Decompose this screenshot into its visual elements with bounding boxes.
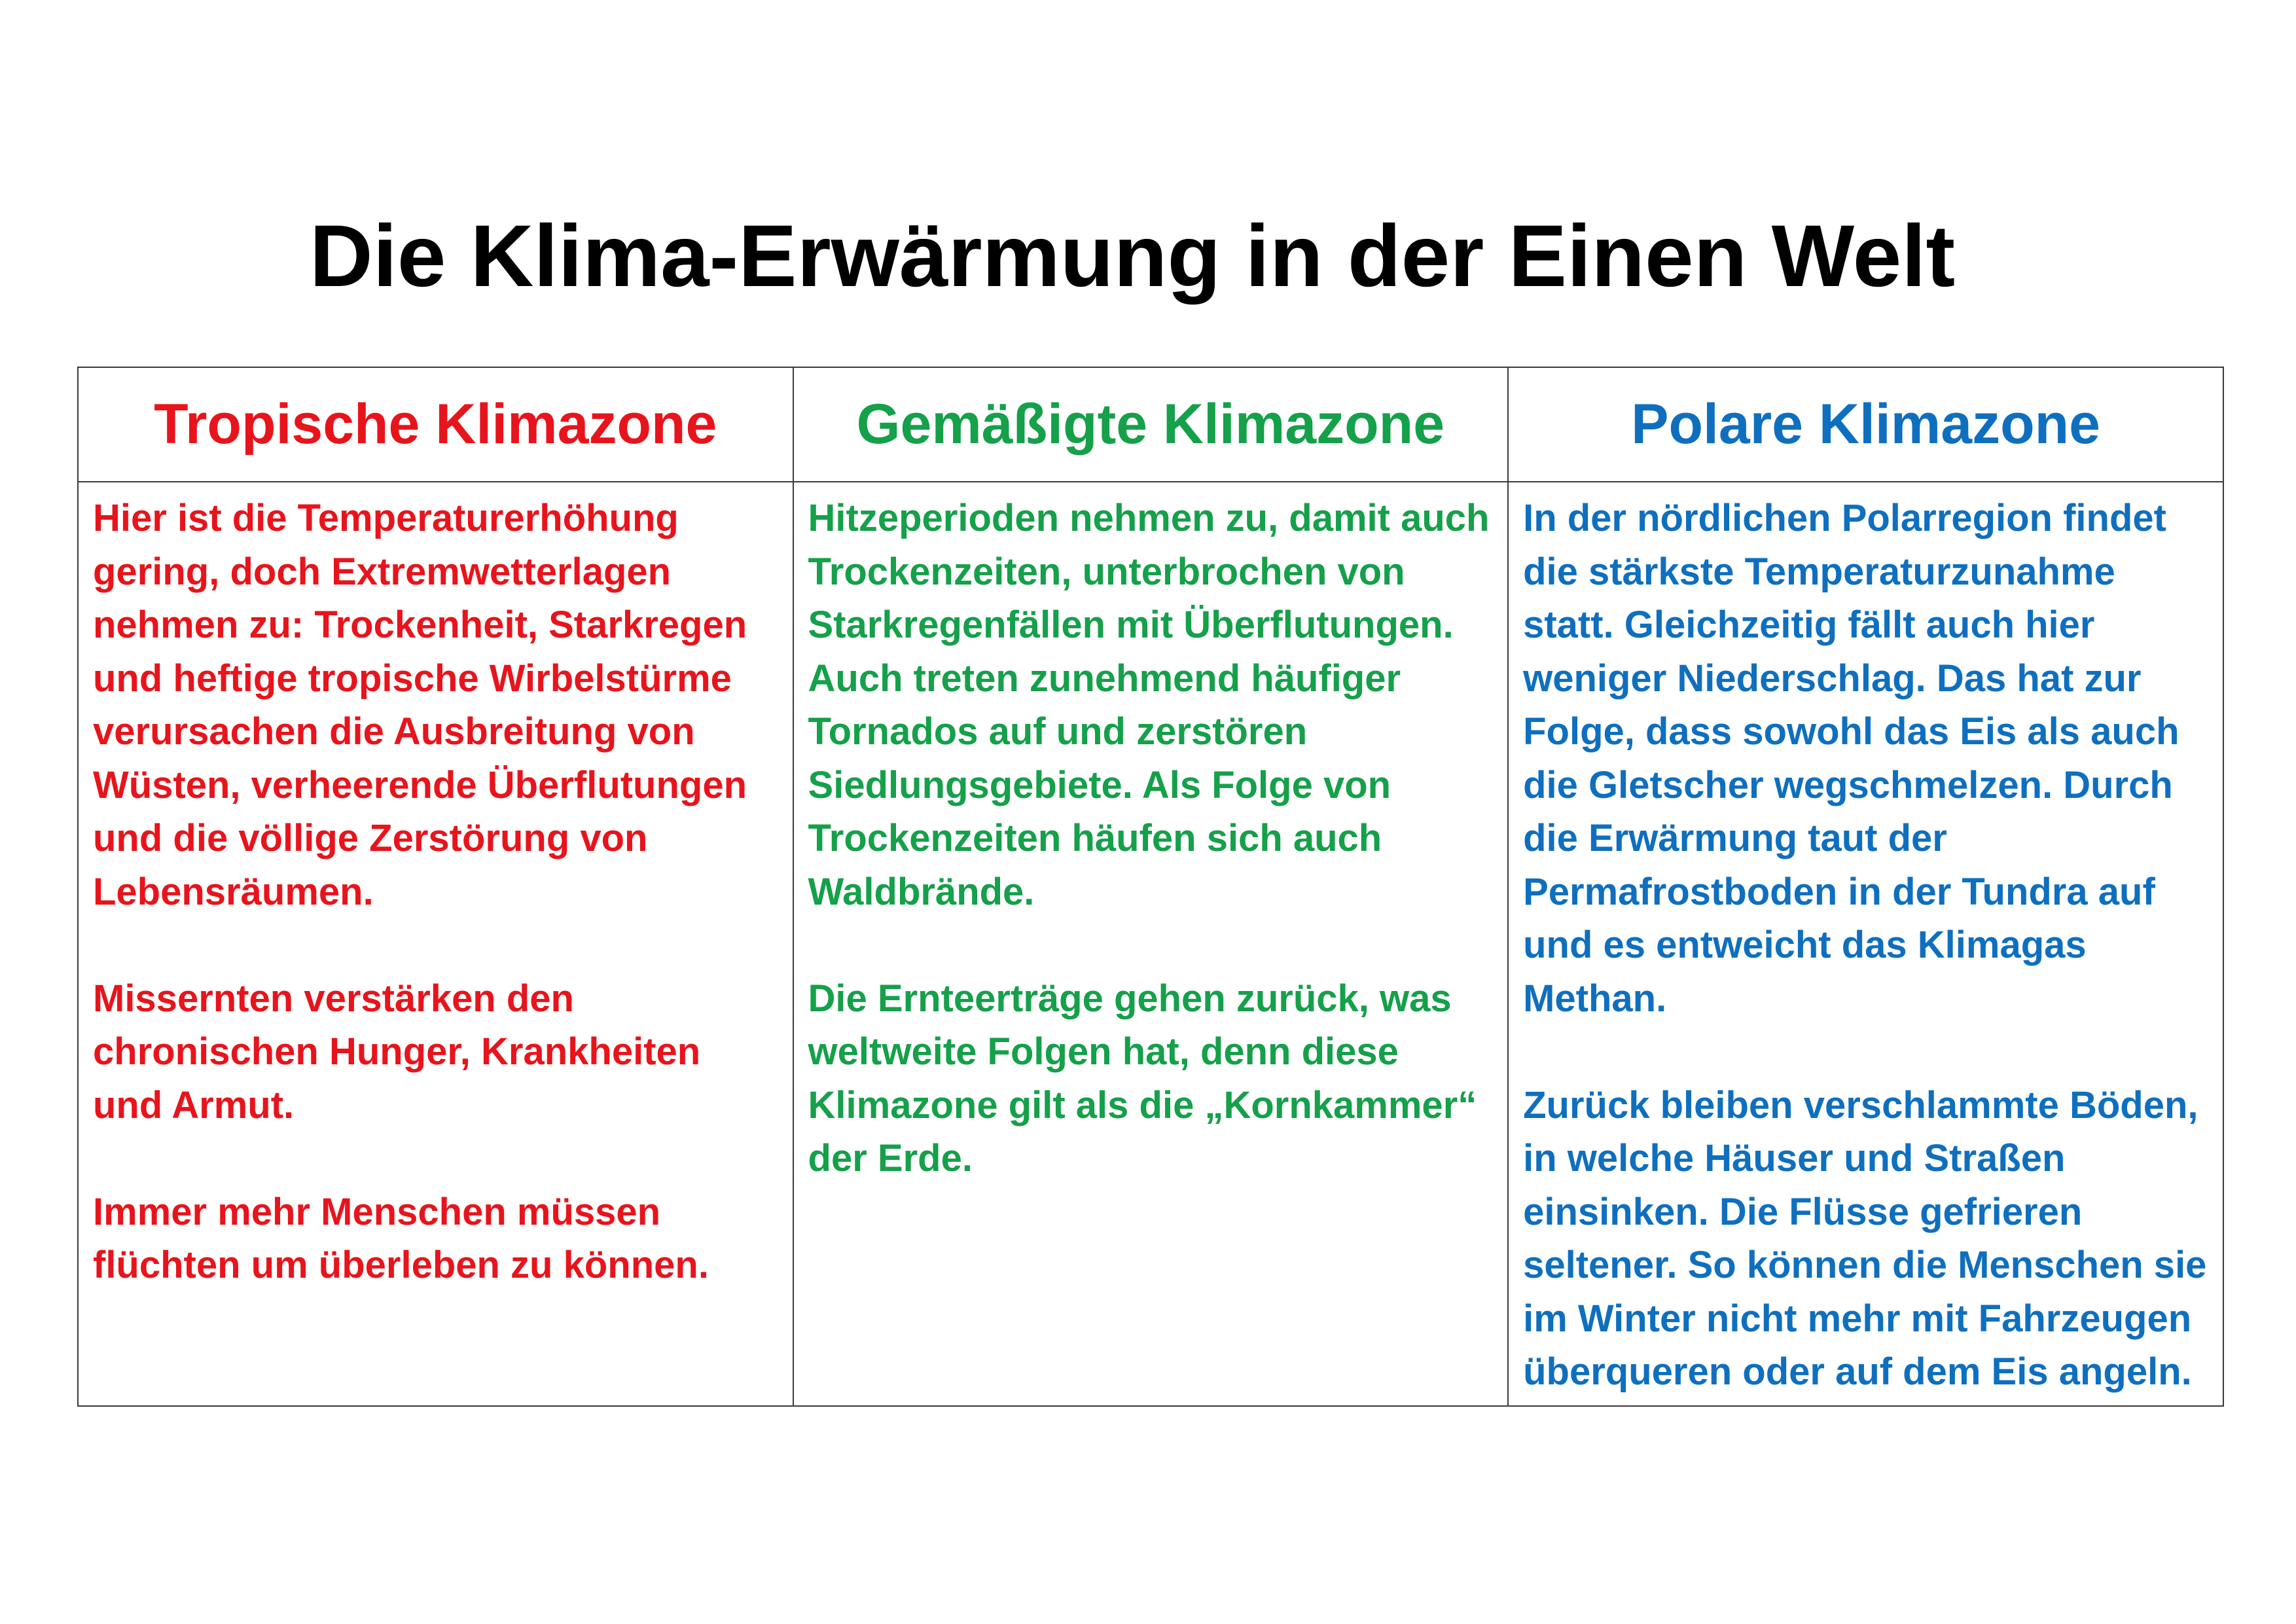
- temperate-paragraph-2: Die Ernteerträge gehen zurück, was weltweite Folgen hat, denn diese Klimazone gilt als die „Kornkammer“ der Erde.: [808, 977, 1477, 1180]
- tropical-paragraph-3: Immer mehr Menschen müssen flüchten um überleben zu können.: [93, 1190, 709, 1286]
- polar-paragraph-2: Zurück bleiben verschlammte Böden, in welche Häuser und Straßen einsinken. Die Flüsse gefrieren seltener. So können die Menschen sie im Winter nicht mehr mit Fahrzeugen überqueren oder auf dem Eis angeln.: [1523, 1083, 2207, 1393]
- header-row: [78, 367, 2223, 482]
- tropical-zone-text: [78, 482, 793, 1406]
- polar-paragraph-1: In der nördlichen Polarregion findet die stärkste Temperaturzunahme statt. Gleichzeitig fällt auch hier weniger Niederschlag. Das hat zur Folge, dass sowohl das Eis als auch die Gletscher wegschmelzen. Durch die Erwärmung taut der Permafrostboden in der Tundra auf und es entweicht das Klimagas Methan.: [1523, 497, 2179, 1020]
- tropical-zone-heading: Tropische Klimazone: [78, 367, 793, 482]
- tropical-paragraph-2: Missernten verstärken den chronischen Hunger, Krankheiten und Armut.: [93, 977, 701, 1127]
- page-title: Die Klima-Erwärmung in der Einen Welt: [309, 208, 1956, 305]
- climate-zones-table: [77, 367, 2224, 1407]
- polar-zone-heading: Polare Klimazone: [1508, 367, 2223, 482]
- tropical-paragraph-1: Hier ist die Temperaturerhöhung gering, doch Extremwetterlagen nehmen zu: Trockenheit, Starkregen und heftige tropische Wirbelstürme verursachen die Ausbreitung von Wüsten, verheerende Überflutungen und die völlige Zerstörung von Lebensräumen.: [93, 497, 747, 913]
- polar-zone-text: [1508, 482, 2223, 1406]
- content-row: [78, 482, 2223, 1406]
- temperate-zone-heading: Gemäßigte Klimazone: [793, 367, 1509, 482]
- temperate-zone-text: [793, 482, 1509, 1406]
- temperate-paragraph-1: Hitzeperioden nehmen zu, damit auch Trockenzeiten, unterbrochen von Starkregenfällen mit Überflutungen. Auch treten zunehmend häufiger Tornados auf und zerstören Siedlungsgebiete. Als Folge von Trockenzeiten häufen sich auch Waldbrände.: [808, 497, 1490, 913]
